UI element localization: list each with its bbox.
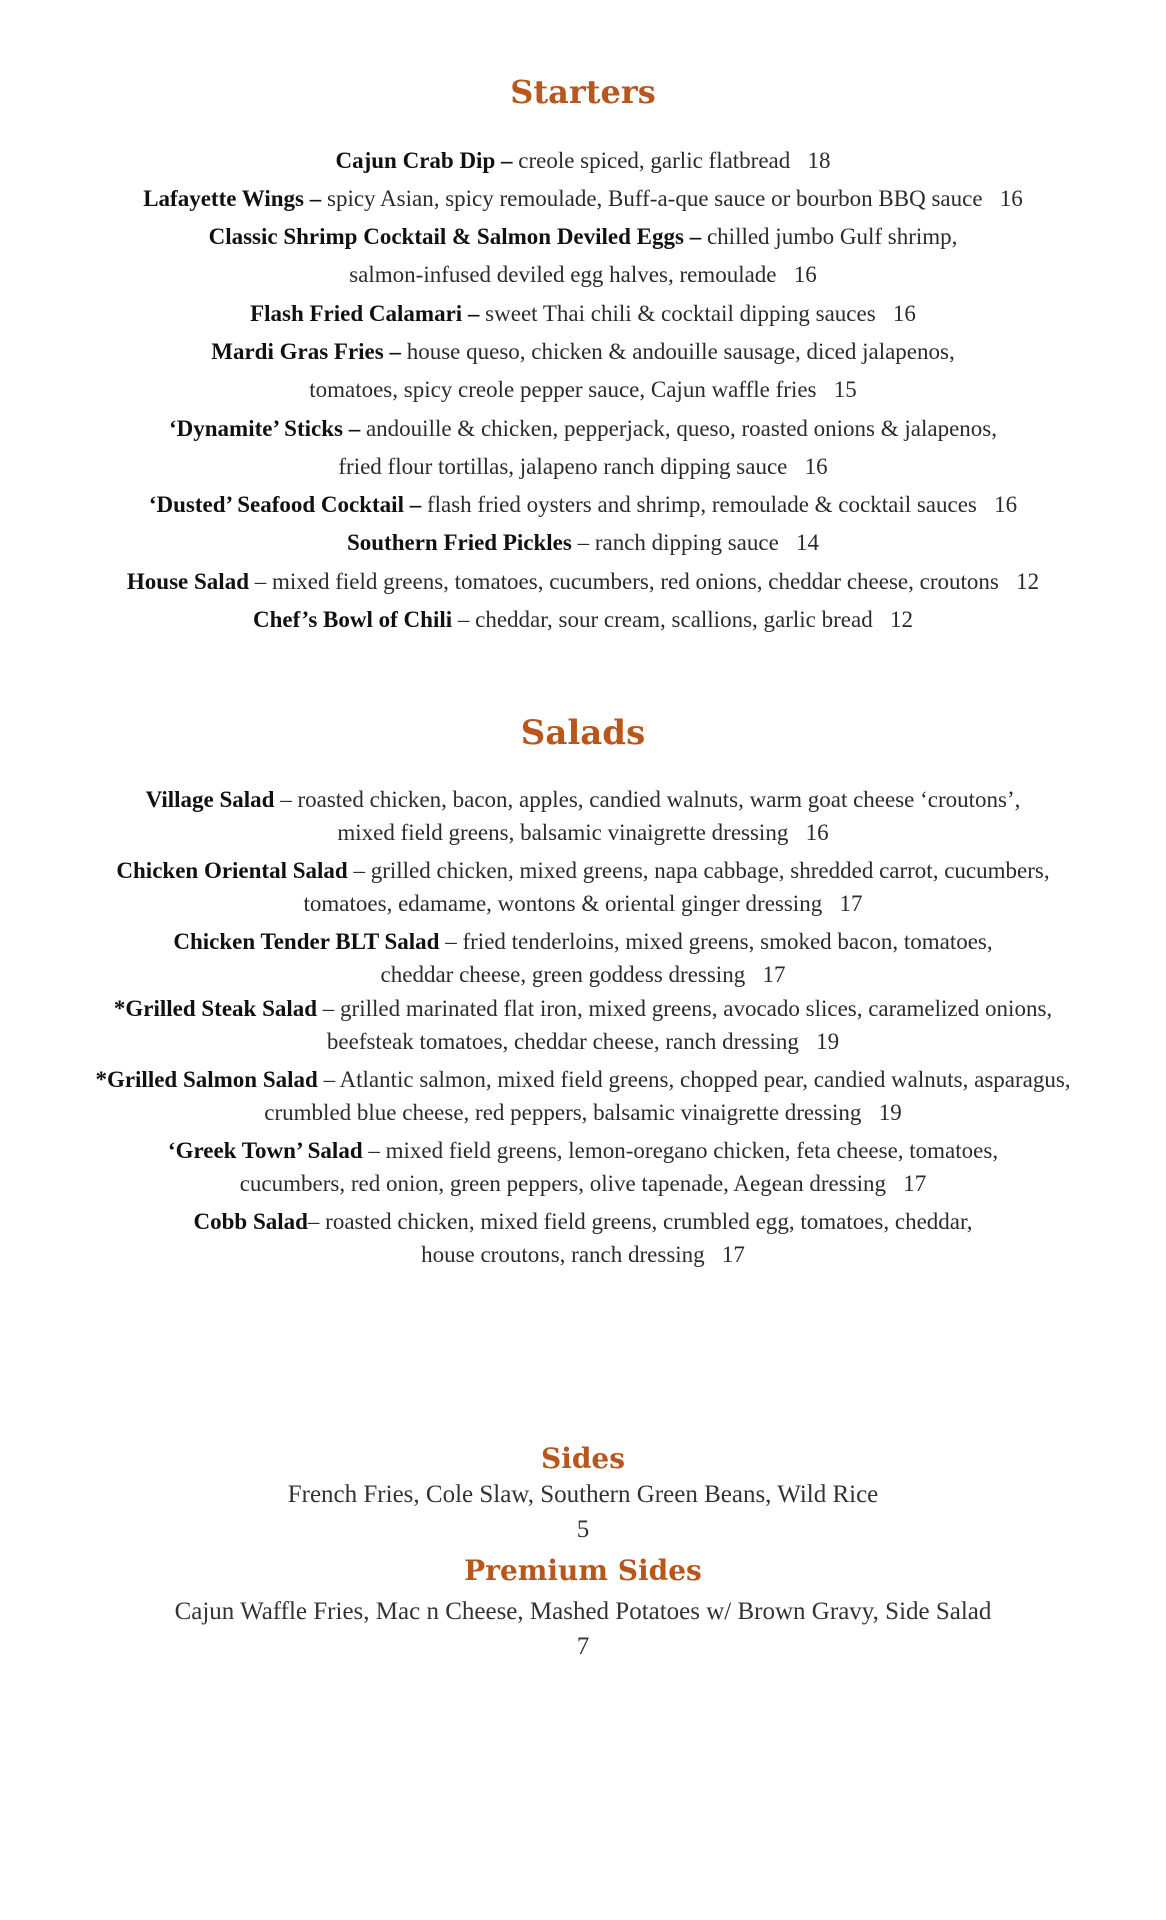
item-price: 17 (762, 962, 786, 987)
item-description: creole spiced, garlic flatbread (512, 148, 791, 173)
premium-sides-list: Cajun Waffle Fries, Mac n Cheese, Mashed Potatoes w/ Brown Gravy, Side Salad (174, 1598, 992, 1625)
item-description: – grilled marinated flat iron, mixed greens, avocado slices, caramelized onions, (317, 996, 1053, 1021)
item-description: cheddar cheese, green goddess dressing (380, 962, 746, 987)
menu-item-house-salad (0, 567, 1166, 597)
sides-price: 5 (576, 1516, 590, 1543)
item-name: House Salad (126, 569, 249, 594)
item-name: Southern Fried Pickles (346, 530, 572, 555)
item-name: Flash Fried Calamari – (250, 301, 480, 326)
item-description: – cheddar, sour cream, scallions, garlic bread (452, 607, 873, 632)
item-name: *Grilled Steak Salad (113, 996, 318, 1021)
menu-item-shrimp-cocktail (0, 222, 1166, 252)
item-price: 16 (994, 492, 1018, 517)
item-price: 16 (804, 454, 828, 479)
item-price: 16 (805, 820, 829, 845)
item-description: – Atlantic salmon, mixed field greens, chopped pear, candied walnuts, asparagus, (317, 1067, 1071, 1092)
item-description: tomatoes, edamame, wontons & oriental ginger dressing (303, 891, 823, 916)
menu-item-grilled-salmon-salad (0, 1065, 1166, 1095)
item-name: Classic Shrimp Cocktail & Salmon Deviled Eggs – (208, 224, 702, 249)
item-description: crumbled blue cheese, red peppers, balsamic vinaigrette dressing (264, 1100, 862, 1125)
item-name: Chef’s Bowl of Chili (253, 607, 453, 632)
item-description: flash fried oysters and shrimp, remoulade & cocktail sauces (421, 492, 977, 517)
menu-item-chicken-tender-blt-salad-cont (0, 960, 1166, 990)
item-price: 17 (903, 1171, 927, 1196)
starters-heading: Starters (510, 73, 656, 111)
menu-item-dynamite-sticks-cont (0, 452, 1166, 482)
item-name: Mardi Gras Fries – (211, 339, 401, 364)
menu-item-lafayette-wings (0, 184, 1166, 214)
menu-item-cajun-crab-dip (0, 146, 1166, 176)
menu-item-grilled-steak-salad-cont (0, 1027, 1166, 1057)
item-price: 12 (1016, 569, 1040, 594)
item-description: andouille & chicken, pepperjack, queso, roasted onions & jalapenos, (360, 416, 998, 441)
sides-heading: Sides (540, 1442, 625, 1475)
item-description: beefsteak tomatoes, cheddar cheese, ranch dressing (326, 1029, 799, 1054)
item-name: ‘Greek Town’ Salad (167, 1138, 363, 1163)
item-name: ‘Dynamite’ Sticks – (168, 416, 361, 441)
item-description: – ranch dipping sauce (571, 530, 779, 555)
item-description: tomatoes, spicy creole pepper sauce, Cajun waffle fries (309, 377, 817, 402)
menu-item-chicken-oriental-salad (0, 856, 1166, 886)
item-description: – roasted chicken, bacon, apples, candied walnuts, warm goat cheese ‘croutons’, (274, 787, 1021, 812)
item-description: sweet Thai chili & cocktail dipping sauces (479, 301, 876, 326)
menu-item-chicken-oriental-salad-cont (0, 889, 1166, 919)
item-description: – mixed field greens, lemon-oregano chicken, feta cheese, tomatoes, (362, 1138, 999, 1163)
menu-item-shrimp-cocktail-cont (0, 260, 1166, 290)
item-price: 19 (878, 1100, 902, 1125)
item-name: Cobb Salad (193, 1209, 308, 1234)
item-price: 15 (833, 377, 857, 402)
item-description: house queso, chicken & andouille sausage, diced jalapenos, (400, 339, 955, 364)
menu-item-grilled-steak-salad (0, 994, 1166, 1024)
menu-item-southern-fried-pickles (0, 528, 1166, 558)
item-description: – mixed field greens, tomatoes, cucumbers, red onions, cheddar cheese, croutons (249, 569, 999, 594)
menu-item-dusted-seafood-cocktail (0, 490, 1166, 520)
item-description: – roasted chicken, mixed field greens, crumbled egg, tomatoes, cheddar, (307, 1209, 973, 1234)
item-price: 16 (892, 301, 916, 326)
item-description: mixed field greens, balsamic vinaigrette dressing (337, 820, 789, 845)
menu-item-flash-fried-calamari (0, 299, 1166, 329)
menu-item-village-salad (0, 785, 1166, 815)
premium-sides-price: 7 (576, 1633, 590, 1660)
menu-item-greek-town-salad (0, 1136, 1166, 1166)
item-description: house croutons, ranch dressing (421, 1242, 705, 1267)
menu-item-mardi-gras-fries (0, 337, 1166, 367)
premium-sides-heading: Premium Sides (464, 1554, 702, 1587)
item-description: cucumbers, red onion, green peppers, olive tapenade, Aegean dressing (239, 1171, 887, 1196)
item-name: ‘Dusted’ Seafood Cocktail – (148, 492, 422, 517)
salads-heading: Salads (520, 713, 646, 753)
menu-item-dynamite-sticks (0, 414, 1166, 444)
item-price: 14 (796, 530, 820, 555)
item-name: Village Salad (145, 787, 275, 812)
menu-item-cobb-salad-cont (0, 1240, 1166, 1270)
menu-item-cobb-salad (0, 1207, 1166, 1237)
item-price: 16 (999, 186, 1023, 211)
menu-item-greek-town-salad-cont (0, 1169, 1166, 1199)
item-description: fried flour tortillas, jalapeno ranch dipping sauce (338, 454, 788, 479)
item-name: Chicken Tender BLT Salad (173, 929, 440, 954)
item-description: salmon-infused deviled egg halves, remoulade (349, 262, 777, 287)
item-name: Cajun Crab Dip – (335, 148, 513, 173)
item-description: chilled jumbo Gulf shrimp, (701, 224, 958, 249)
item-price: 18 (807, 148, 831, 173)
item-price: 16 (793, 262, 817, 287)
menu-item-village-salad-cont (0, 818, 1166, 848)
item-price: 12 (889, 607, 913, 632)
item-description: spicy Asian, spicy remoulade, Buff-a-que sauce or bourbon BBQ sauce (321, 186, 983, 211)
menu-item-mardi-gras-fries-cont (0, 375, 1166, 405)
menu-item-chicken-tender-blt-salad (0, 927, 1166, 957)
menu-item-chefs-bowl-of-chili (0, 605, 1166, 635)
item-name: Lafayette Wings – (143, 186, 322, 211)
item-name: *Grilled Salmon Salad (95, 1067, 318, 1092)
sides-list: French Fries, Cole Slaw, Southern Green Beans, Wild Rice (287, 1481, 879, 1508)
item-description: – grilled chicken, mixed greens, napa cabbage, shredded carrot, cucumbers, (347, 858, 1050, 883)
item-price: 17 (839, 891, 863, 916)
item-price: 19 (816, 1029, 840, 1054)
item-description: – fried tenderloins, mixed greens, smoked bacon, tomatoes, (439, 929, 993, 954)
item-name: Chicken Oriental Salad (116, 858, 348, 883)
menu-item-grilled-salmon-salad-cont (0, 1098, 1166, 1128)
item-price: 17 (721, 1242, 745, 1267)
